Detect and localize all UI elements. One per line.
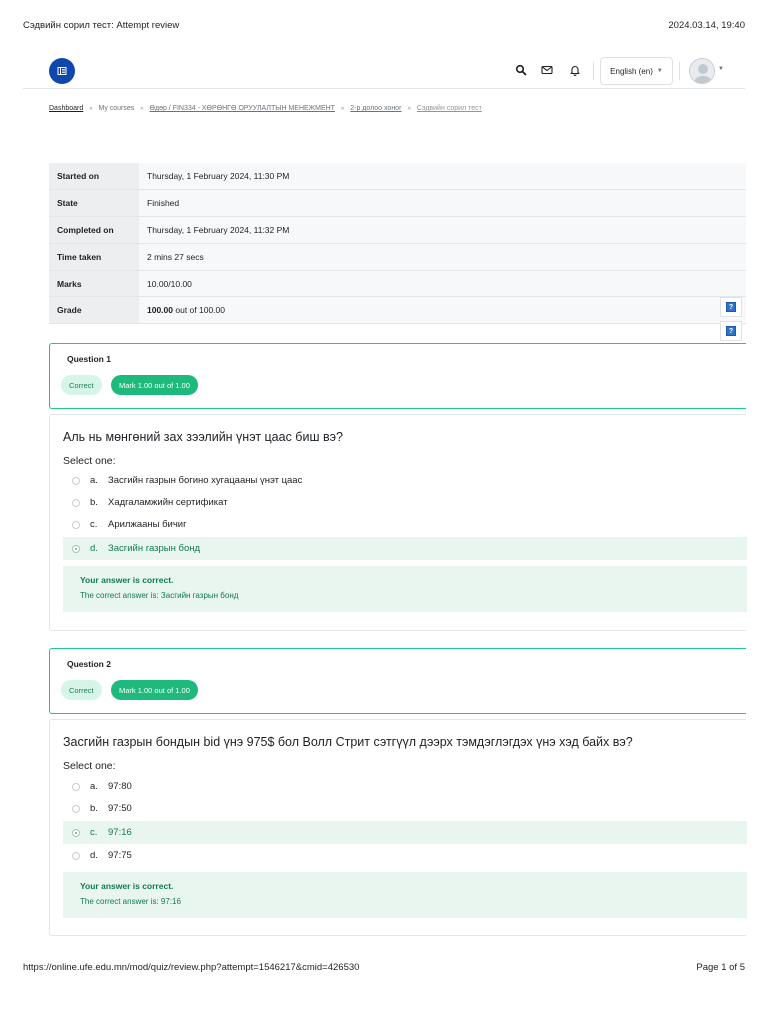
search-button[interactable] bbox=[514, 63, 528, 77]
answer-letter: a. bbox=[90, 781, 98, 792]
messages-button[interactable] bbox=[540, 63, 554, 77]
course-index-button[interactable] bbox=[49, 58, 75, 84]
top-navbar bbox=[23, 55, 745, 89]
quiz-nav-question-2[interactable] bbox=[720, 321, 742, 341]
answer-text: 97:75 bbox=[108, 850, 132, 861]
question-text: Аль нь мөнгөний зах зээлийн үнэт цаас биш вэ? bbox=[63, 430, 343, 444]
notifications-button[interactable] bbox=[568, 63, 582, 77]
bell-icon bbox=[569, 64, 581, 76]
feedback-title: Your answer is correct. bbox=[80, 575, 174, 585]
grade-suffix: out of 100.00 bbox=[175, 305, 226, 316]
user-avatar-icon bbox=[690, 59, 715, 84]
print-datetime: 2024.03.14, 19:40 bbox=[668, 20, 745, 31]
chevron-down-icon[interactable]: ▼ bbox=[718, 66, 724, 72]
answer-option-selected[interactable] bbox=[63, 821, 747, 844]
answer-option[interactable] bbox=[63, 513, 747, 536]
feedback-box bbox=[63, 872, 747, 918]
summary-value bbox=[139, 297, 746, 324]
answer-letter: a. bbox=[90, 475, 98, 486]
summary-value: 2 mins 27 secs bbox=[139, 243, 746, 270]
question-mark-icon: ? bbox=[726, 326, 736, 336]
question-2-content bbox=[49, 719, 746, 936]
breadcrumb-week[interactable]: 2-р долоо хоног bbox=[350, 105, 402, 112]
question-1-info bbox=[49, 343, 746, 409]
radio-button[interactable] bbox=[72, 499, 80, 507]
radio-button[interactable] bbox=[72, 521, 80, 529]
radio-button-checked[interactable] bbox=[72, 545, 80, 553]
summary-row bbox=[49, 243, 746, 270]
feedback-correct-answer: The correct answer is: Засгийн газрын бонд bbox=[80, 591, 239, 600]
answer-letter: c. bbox=[90, 827, 98, 838]
breadcrumb-my-courses: My courses bbox=[98, 105, 135, 112]
breadcrumb-separator: » bbox=[89, 106, 93, 112]
print-url: https://online.ufe.edu.mn/mod/quiz/review.php?attempt=1546217&cmid=426530 bbox=[23, 962, 360, 973]
answer-option-selected[interactable] bbox=[63, 537, 747, 560]
radio-button[interactable] bbox=[72, 477, 80, 485]
question-1-content bbox=[49, 414, 746, 631]
answer-letter: c. bbox=[90, 519, 98, 530]
breadcrumb-separator: » bbox=[340, 106, 345, 112]
feedback-box bbox=[63, 566, 747, 612]
summary-label: Completed on bbox=[49, 217, 139, 244]
summary-value: Finished bbox=[139, 190, 746, 217]
answer-text: Засгийн газрын бонд bbox=[108, 543, 201, 554]
radio-button[interactable] bbox=[72, 783, 80, 791]
summary-label: Grade bbox=[49, 297, 139, 324]
attempt-summary-table bbox=[49, 163, 746, 324]
envelope-icon bbox=[541, 64, 553, 76]
breadcrumb-dashboard[interactable]: Dashboard bbox=[49, 105, 84, 112]
summary-row bbox=[49, 217, 746, 244]
question-number: Question 2 bbox=[67, 659, 111, 669]
status-badge: Correct bbox=[61, 680, 102, 700]
answer-letter: b. bbox=[90, 803, 98, 814]
search-icon bbox=[515, 64, 527, 76]
answer-option[interactable] bbox=[63, 491, 747, 514]
language-selector[interactable] bbox=[600, 57, 673, 85]
answer-option[interactable] bbox=[63, 797, 747, 820]
breadcrumb-quiz[interactable]: Сэдвийн сорил тест bbox=[416, 105, 482, 112]
radio-button[interactable] bbox=[72, 805, 80, 813]
grade-value: 100.00 bbox=[147, 305, 173, 316]
answer-letter: b. bbox=[90, 497, 98, 508]
question-text: Засгийн газрын бондын bid үнэ 975$ бол Волл Стрит сэтгүүл дээрх тэмдэглэгдэх үнэ хэд байх вэ? bbox=[63, 735, 633, 749]
print-header bbox=[23, 20, 745, 32]
answer-option[interactable] bbox=[63, 469, 747, 492]
status-badge: Correct bbox=[61, 375, 102, 395]
summary-label: Marks bbox=[49, 270, 139, 297]
mark-badge: Mark 1.00 out of 1.00 bbox=[111, 680, 198, 700]
summary-value: Thursday, 1 February 2024, 11:30 PM bbox=[139, 163, 746, 190]
mark-badge: Mark 1.00 out of 1.00 bbox=[111, 375, 198, 395]
answer-text: Хадгаламжийн сертификат bbox=[108, 497, 228, 508]
answer-text: 97:50 bbox=[108, 803, 132, 814]
answer-text: Засгийн газрын богино хугацааны үнэт цаас bbox=[108, 475, 303, 486]
feedback-title: Your answer is correct. bbox=[80, 881, 174, 891]
nav-divider bbox=[679, 62, 680, 80]
question-number: Question 1 bbox=[67, 354, 111, 364]
course-index-icon bbox=[57, 66, 67, 76]
answer-letter: d. bbox=[90, 543, 98, 554]
summary-label: Started on bbox=[49, 163, 139, 190]
radio-button-checked[interactable] bbox=[72, 829, 80, 837]
answer-letter: d. bbox=[90, 850, 98, 861]
summary-label: Time taken bbox=[49, 243, 139, 270]
answer-text: 97:16 bbox=[108, 827, 132, 838]
summary-row bbox=[49, 163, 746, 190]
user-menu-button[interactable] bbox=[689, 58, 715, 84]
quiz-nav-question-1[interactable] bbox=[720, 297, 742, 317]
summary-row bbox=[49, 270, 746, 297]
answer-option[interactable] bbox=[63, 844, 747, 867]
breadcrumb-course[interactable]: Өдөр / FIN334 - ХӨРӨНГӨ ОРУУЛАЛТЫН МЕНЕЖМЕНТ bbox=[149, 105, 335, 112]
breadcrumb bbox=[49, 105, 482, 112]
summary-label: State bbox=[49, 190, 139, 217]
summary-value: Thursday, 1 February 2024, 11:32 PM bbox=[139, 217, 746, 244]
answer-text: 97:80 bbox=[108, 781, 132, 792]
breadcrumb-separator: » bbox=[140, 106, 144, 112]
summary-value: 10.00/10.00 bbox=[139, 270, 746, 297]
answer-text: Арилжааны бичиг bbox=[108, 519, 187, 530]
print-page-title: Сэдвийн сорил тест: Attempt review bbox=[23, 20, 180, 31]
feedback-correct-answer: The correct answer is: 97:16 bbox=[80, 897, 181, 906]
summary-row bbox=[49, 190, 746, 217]
select-one-label: Select one: bbox=[63, 760, 116, 772]
radio-button[interactable] bbox=[72, 852, 80, 860]
question-2-info bbox=[49, 648, 746, 714]
select-one-label: Select one: bbox=[63, 455, 116, 467]
print-page-number: Page 1 of 5 bbox=[696, 962, 745, 973]
nav-divider bbox=[593, 62, 594, 80]
print-footer bbox=[23, 962, 745, 974]
summary-row bbox=[49, 297, 746, 324]
chevron-down-icon: ▼ bbox=[656, 68, 663, 74]
answer-option[interactable] bbox=[63, 775, 747, 798]
question-mark-icon: ? bbox=[726, 302, 736, 312]
breadcrumb-separator: » bbox=[407, 106, 411, 112]
language-label: English (en) bbox=[610, 66, 653, 76]
